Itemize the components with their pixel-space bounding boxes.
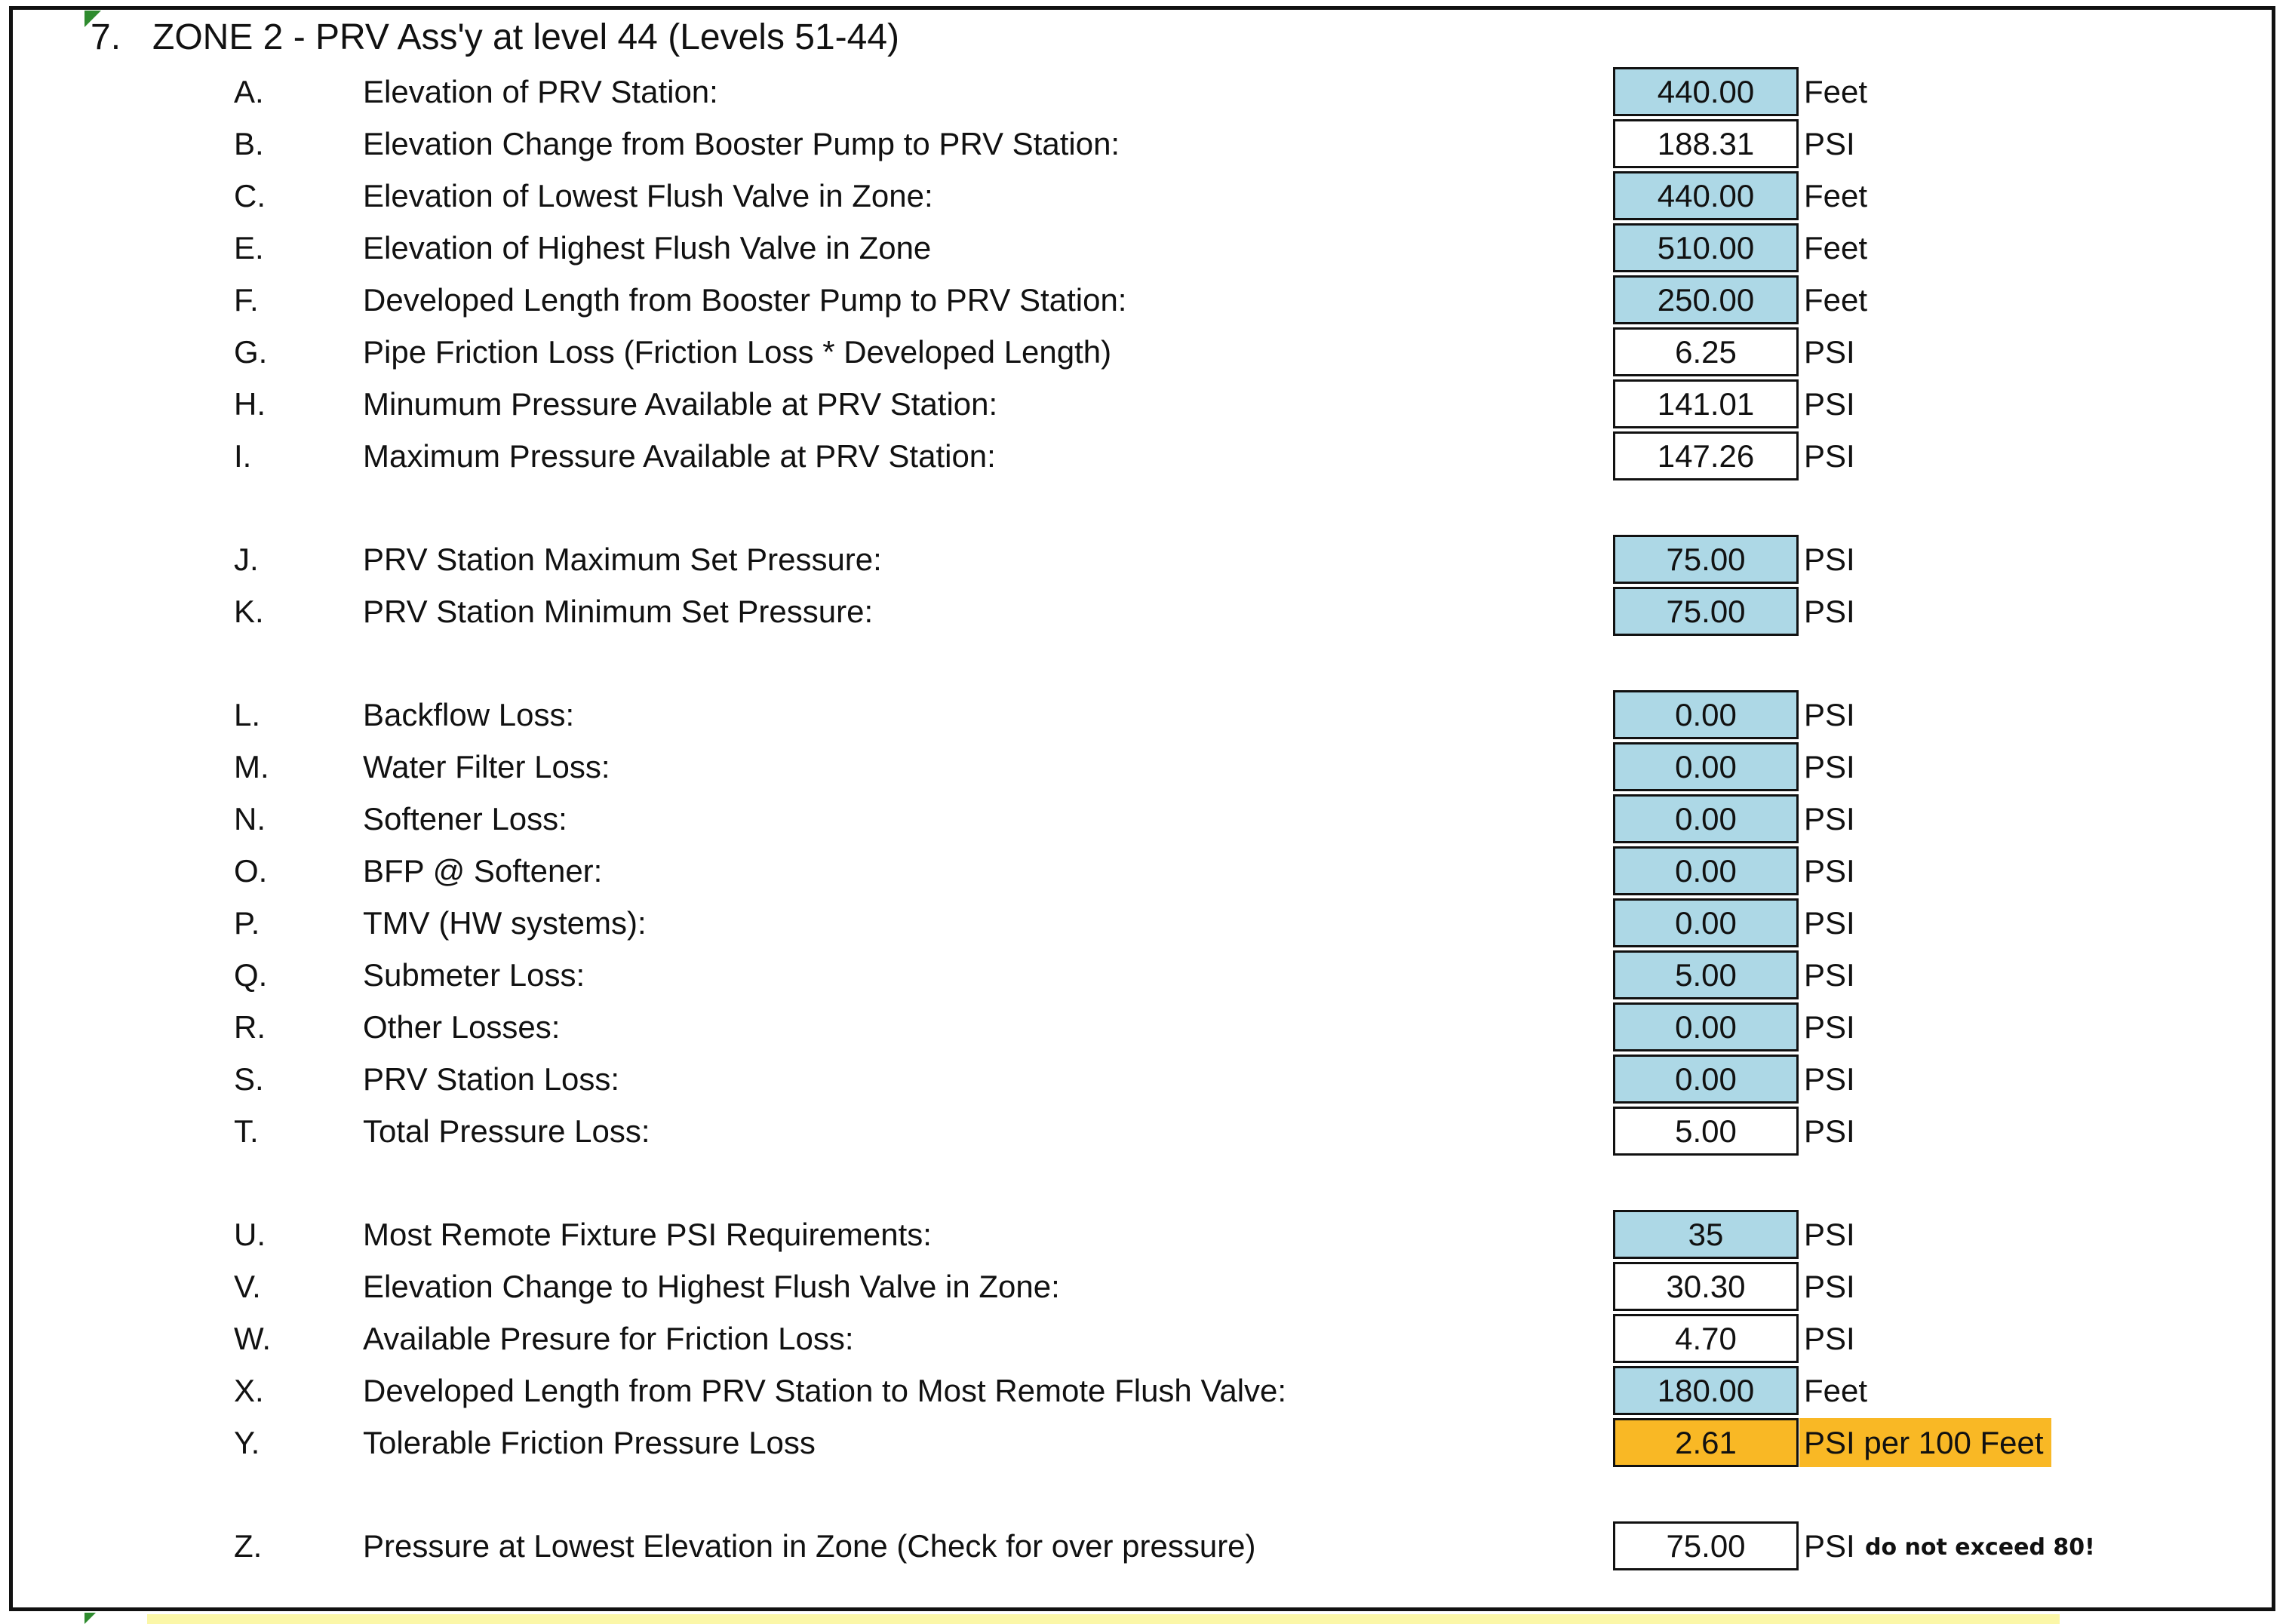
input-cell[interactable]: 75.00 <box>1613 587 1799 636</box>
row-z <box>0 1520 2289 1572</box>
calculated-cell: 5.00 <box>1613 1107 1799 1156</box>
unit-label: Feet <box>1804 74 1868 109</box>
input-cell[interactable]: 440.00 <box>1613 67 1799 116</box>
row-h <box>0 378 2289 430</box>
unit-label: PSI <box>1804 1113 1855 1149</box>
row-label: Minumum Pressure Available at PRV Station: <box>363 386 998 422</box>
input-cell[interactable]: 0.00 <box>1613 1002 1799 1051</box>
calculated-cell: 30.30 <box>1613 1262 1799 1311</box>
row-letter: U. <box>234 1217 266 1252</box>
unit-label: PSI <box>1804 334 1855 370</box>
input-cell[interactable]: 440.00 <box>1613 171 1799 220</box>
unit-label: PSI <box>1804 957 1855 993</box>
row-letter: B. <box>234 126 264 161</box>
calculated-cell: 6.25 <box>1613 327 1799 376</box>
row-s <box>0 1053 2289 1105</box>
row-t <box>0 1105 2289 1157</box>
row-f <box>0 274 2289 326</box>
row-label: Developed Length from PRV Station to Most Remote Flush Valve: <box>363 1373 1287 1408</box>
row-label: Other Losses: <box>363 1009 561 1045</box>
warning-note: do not exceed 80! <box>1865 1534 2095 1561</box>
row-g <box>0 326 2289 378</box>
unit-label: PSI <box>1804 1269 1855 1304</box>
calculated-cell: 4.70 <box>1613 1314 1799 1363</box>
unit-label: PSI <box>1804 1321 1855 1356</box>
row-letter: K. <box>234 594 264 629</box>
row-k <box>0 585 2289 637</box>
input-cell[interactable]: 0.00 <box>1613 846 1799 895</box>
calculated-cell: 147.26 <box>1613 431 1799 480</box>
unit-label: PSI <box>1804 749 1855 784</box>
row-w <box>0 1312 2289 1365</box>
row-label: Elevation of PRV Station: <box>363 74 718 109</box>
unit-label: PSI <box>1804 853 1855 889</box>
row-c <box>0 170 2289 222</box>
row-q <box>0 949 2289 1001</box>
row-label: BFP @ Softener: <box>363 853 603 889</box>
section-number: 7. <box>91 17 121 57</box>
row-b <box>0 118 2289 170</box>
input-cell[interactable]: 250.00 <box>1613 275 1799 324</box>
row-label: Most Remote Fixture PSI Requirements: <box>363 1217 932 1252</box>
row-letter: N. <box>234 801 266 837</box>
row-e <box>0 222 2289 274</box>
row-label: Elevation of Highest Flush Valve in Zone <box>363 230 932 266</box>
calculated-cell: 75.00 <box>1613 1521 1799 1570</box>
unit-label: PSI <box>1804 1009 1855 1045</box>
unit-label: PSI <box>1804 438 1855 474</box>
unit-label: Feet <box>1804 1373 1868 1408</box>
unit-label: PSI <box>1804 905 1855 941</box>
input-cell[interactable]: 510.00 <box>1613 223 1799 272</box>
row-m <box>0 741 2289 793</box>
row-label: Backflow Loss: <box>363 697 575 732</box>
calculated-cell: 2.61 <box>1613 1418 1799 1467</box>
row-letter: E. <box>234 230 264 266</box>
unit-label: PSI <box>1804 542 1855 577</box>
calculated-cell: 141.01 <box>1613 379 1799 428</box>
row-l <box>0 689 2289 741</box>
row-label: PRV Station Loss: <box>363 1061 620 1097</box>
section-header <box>91 14 899 62</box>
row-label: Elevation of Lowest Flush Valve in Zone: <box>363 178 933 213</box>
row-letter: J. <box>234 542 259 577</box>
unit-label: PSI <box>1804 126 1855 161</box>
unit-label: PSI <box>1804 386 1855 422</box>
row-label: Developed Length from Booster Pump to PRV Station: <box>363 282 1127 318</box>
row-n <box>0 793 2289 845</box>
row-label: Elevation Change to Highest Flush Valve in Zone: <box>363 1269 1060 1304</box>
row-letter: R. <box>234 1009 266 1045</box>
row-letter: A. <box>234 74 264 109</box>
input-cell[interactable]: 180.00 <box>1613 1366 1799 1415</box>
row-y <box>0 1417 2289 1469</box>
input-cell[interactable]: 35 <box>1613 1210 1799 1259</box>
calculated-cell: 188.31 <box>1613 119 1799 168</box>
row-label: PRV Station Minimum Set Pressure: <box>363 594 874 629</box>
unit-label: PSI per 100 Feet <box>1799 1418 2051 1467</box>
unit-label: Feet <box>1804 178 1868 213</box>
unit-label: PSI <box>1804 697 1855 732</box>
row-r <box>0 1001 2289 1053</box>
row-letter: C. <box>234 178 266 213</box>
input-cell[interactable]: 75.00 <box>1613 535 1799 584</box>
next-section-strip <box>147 1614 2060 1624</box>
row-label: TMV (HW systems): <box>363 905 647 941</box>
unit-label: PSI <box>1804 801 1855 837</box>
row-u <box>0 1208 2289 1260</box>
input-cell[interactable]: 0.00 <box>1613 1055 1799 1104</box>
input-cell[interactable]: 5.00 <box>1613 950 1799 999</box>
row-letter: Y. <box>234 1425 260 1460</box>
row-v <box>0 1260 2289 1312</box>
row-letter: O. <box>234 853 268 889</box>
row-label: Tolerable Friction Pressure Loss <box>363 1425 816 1460</box>
input-cell[interactable]: 0.00 <box>1613 690 1799 739</box>
row-label: Submeter Loss: <box>363 957 585 993</box>
input-cell[interactable]: 0.00 <box>1613 742 1799 791</box>
row-letter: P. <box>234 905 260 941</box>
row-letter: T. <box>234 1113 259 1149</box>
input-cell[interactable]: 0.00 <box>1613 898 1799 947</box>
row-label: Available Presure for Friction Loss: <box>363 1321 854 1356</box>
row-label: Water Filter Loss: <box>363 749 610 784</box>
unit-label: PSI <box>1804 1061 1855 1097</box>
row-label: PRV Station Maximum Set Pressure: <box>363 542 882 577</box>
row-label: Total Pressure Loss: <box>363 1113 650 1149</box>
row-letter: G. <box>234 334 268 370</box>
row-letter: V. <box>234 1269 261 1304</box>
row-x <box>0 1365 2289 1417</box>
unit-label: PSI <box>1804 1528 1855 1564</box>
row-label: Pipe Friction Loss (Friction Loss * Developed Length) <box>363 334 1112 370</box>
row-letter: W. <box>234 1321 271 1356</box>
row-i <box>0 430 2289 482</box>
row-letter: Z. <box>234 1528 263 1564</box>
row-letter: L. <box>234 697 261 732</box>
row-label: Maximum Pressure Available at PRV Station: <box>363 438 996 474</box>
unit-label: Feet <box>1804 282 1868 318</box>
section-title: ZONE 2 - PRV Ass'y at level 44 (Levels 51-44) <box>152 17 900 57</box>
comment-indicator-icon <box>84 1613 96 1624</box>
row-o <box>0 845 2289 897</box>
row-p <box>0 897 2289 949</box>
row-label: Pressure at Lowest Elevation in Zone (Check for over pressure) <box>363 1528 1256 1564</box>
input-cell[interactable]: 0.00 <box>1613 794 1799 843</box>
unit-label: PSI <box>1804 594 1855 629</box>
row-letter: S. <box>234 1061 264 1097</box>
row-letter: F. <box>234 282 259 318</box>
row-letter: I. <box>234 438 252 474</box>
row-letter: X. <box>234 1373 264 1408</box>
row-j <box>0 533 2289 585</box>
row-letter: M. <box>234 749 269 784</box>
row-label: Softener Loss: <box>363 801 567 837</box>
row-a <box>0 66 2289 118</box>
unit-label: PSI <box>1804 1217 1855 1252</box>
row-label: Elevation Change from Booster Pump to PRV Station: <box>363 126 1120 161</box>
row-letter: Q. <box>234 957 268 993</box>
unit-label: Feet <box>1804 230 1868 266</box>
row-letter: H. <box>234 386 266 422</box>
